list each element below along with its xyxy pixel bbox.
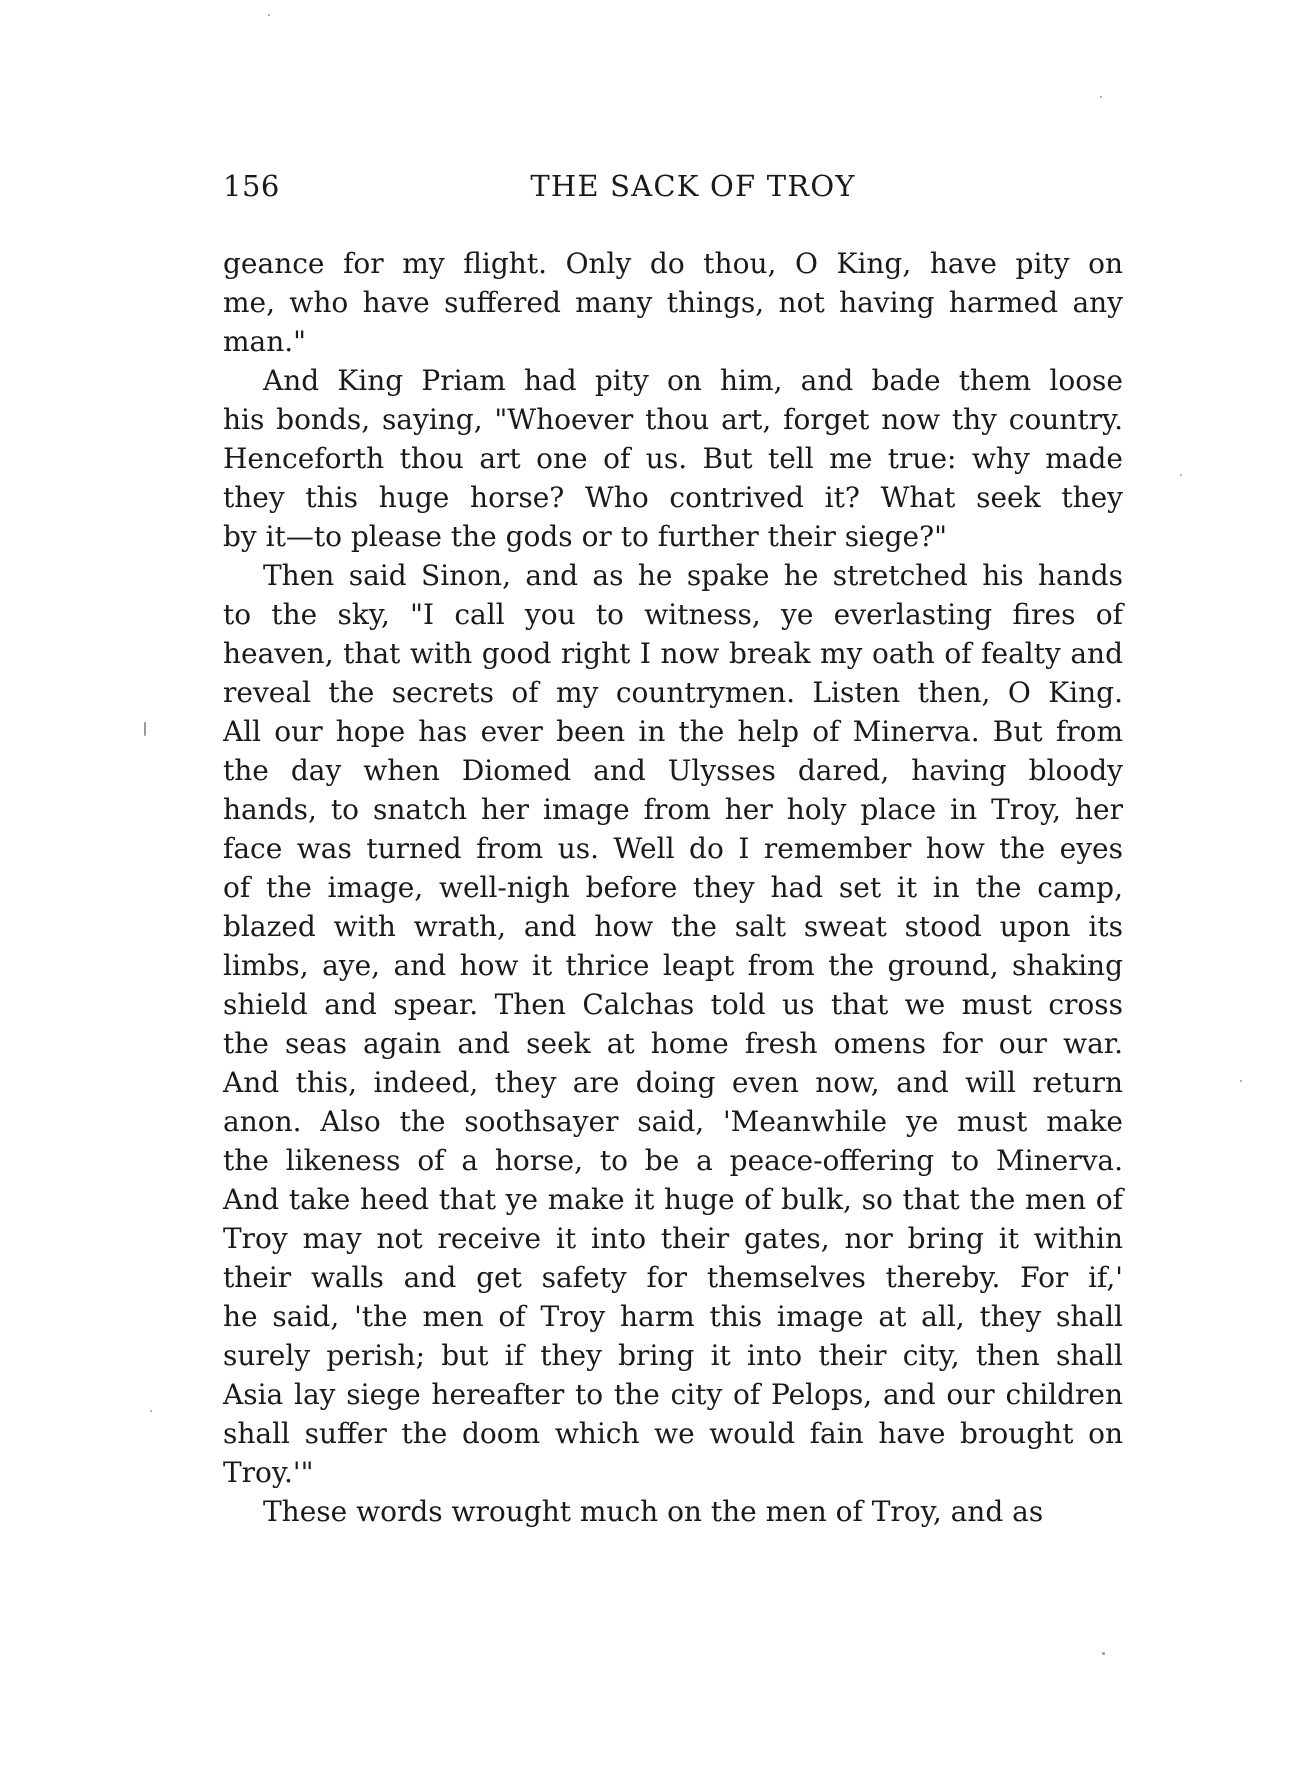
scan-speck [150, 1410, 152, 1412]
text-line: Troy may not receive it into their gates, nor bring it within [223, 1222, 1123, 1255]
text-line: shield and spear. Then Calchas told us that we must cross [223, 988, 1123, 1021]
text-line: Then said Sinon, and as he spake he stretched his hands [263, 559, 1123, 592]
text-line: the likeness of a horse, to be a peace-offering to Minerva. [223, 1144, 1123, 1177]
text-line: reveal the secrets of my countrymen. Listen then, O King. [223, 676, 1123, 709]
scan-speck [1102, 1652, 1105, 1655]
running-title: THE SACK OF TROY [530, 169, 856, 203]
text-line: And take heed that ye make it huge of bulk, so that the men of [223, 1183, 1123, 1216]
page-header [223, 166, 1123, 210]
text-line: man." [223, 325, 307, 358]
text-line: he said, 'the men of Troy harm this image at all, they shall [223, 1300, 1123, 1333]
text-line: Henceforth thou art one of us. But tell me true: why made [223, 442, 1123, 475]
text-line: And this, indeed, they are doing even now, and will return [223, 1066, 1123, 1099]
text-line: his bonds, saying, "Whoever thou art, forget now thy country. [223, 403, 1123, 436]
text-line: anon. Also the soothsayer said, 'Meanwhile ye must make [223, 1105, 1123, 1138]
scan-speck [1240, 1080, 1242, 1082]
page-number: 156 [223, 169, 280, 203]
text-line: Troy.'" [223, 1456, 314, 1489]
text-line: heaven, that with good right I now break my oath of fealty and [223, 637, 1123, 670]
text-line: to the sky, "I call you to witness, ye everlasting fires of [223, 598, 1123, 631]
text-line: shall suffer the doom which we would fain have brought on [223, 1417, 1123, 1450]
text-line: And King Priam had pity on him, and bade them loose [263, 364, 1123, 397]
scan-speck [144, 722, 146, 736]
text-line: the day when Diomed and Ulysses dared, having bloody [223, 754, 1123, 787]
paragraph [223, 361, 1123, 556]
text-line: These words wrought much on the men of Troy, and as [263, 1495, 1044, 1528]
scan-speck [268, 14, 270, 16]
text-line: face was turned from us. Well do I remember how the eyes [223, 832, 1123, 865]
paragraph [223, 556, 1123, 1492]
text-line: All our hope has ever been in the help of Minerva. But from [223, 715, 1123, 748]
text-line: surely perish; but if they bring it into their city, then shall [223, 1339, 1123, 1372]
text-line: of the image, well-nigh before they had set it in the camp, [223, 871, 1123, 904]
paragraph [223, 244, 1123, 361]
text-line: they this huge horse? Who contrived it? What seek they [223, 481, 1123, 514]
paragraph [223, 1492, 1123, 1531]
text-line: by it—to please the gods or to further their siege?" [223, 520, 948, 553]
text-line: hands, to snatch her image from her holy place in Troy, her [223, 793, 1123, 826]
scan-speck [1180, 474, 1182, 476]
text-line: geance for my flight. Only do thou, O King, have pity on [223, 247, 1123, 280]
text-line: Asia lay siege hereafter to the city of Pelops, and our children [223, 1378, 1123, 1411]
body-text [223, 244, 1123, 1531]
text-line: their walls and get safety for themselves thereby. For if,' [223, 1261, 1123, 1294]
text-line: blazed with wrath, and how the salt sweat stood upon its [223, 910, 1123, 943]
text-line: the seas again and seek at home fresh omens for our war. [223, 1027, 1123, 1060]
text-line: limbs, aye, and how it thrice leapt from the ground, shaking [223, 949, 1123, 982]
text-line: me, who have suffered many things, not having harmed any [223, 286, 1123, 319]
scan-speck [1100, 96, 1102, 98]
